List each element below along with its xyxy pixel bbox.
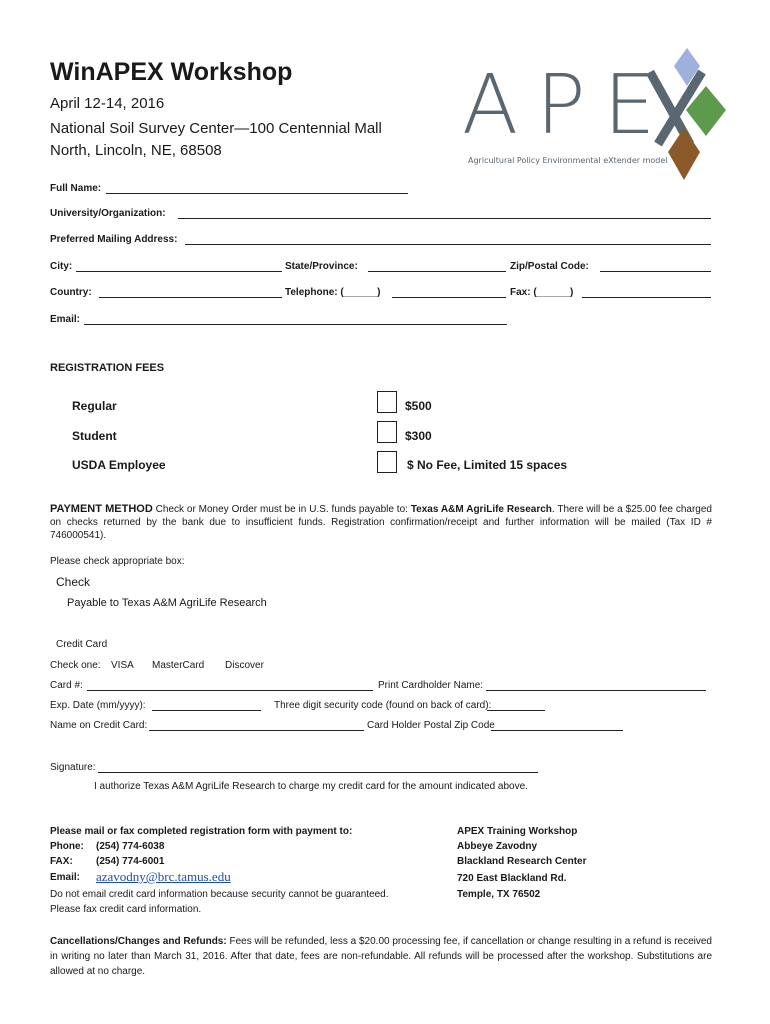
- fax-number-label: FAX:: [50, 856, 73, 867]
- check-payable-note: Payable to Texas A&M AgriLife Research: [67, 597, 267, 609]
- card-number-field[interactable]: [87, 690, 373, 691]
- check-one-label: Check one:: [50, 660, 101, 671]
- telephone-field[interactable]: [392, 297, 506, 298]
- address-line-1: APEX Training Workshop: [457, 826, 578, 837]
- country-field[interactable]: [99, 297, 282, 298]
- city-field[interactable]: [76, 271, 282, 272]
- fee-label-usda: USDA Employee: [72, 458, 166, 472]
- fax-label: Fax: (______): [510, 287, 574, 298]
- mailing-address-field[interactable]: [185, 244, 711, 245]
- email-label: Email:: [50, 314, 81, 325]
- cardholder-name-label: Print Cardholder Name:: [378, 680, 484, 691]
- apex-logo: [460, 44, 730, 184]
- workshop-date: April 12-14, 2016: [50, 95, 165, 112]
- visa-option[interactable]: VISA: [111, 660, 134, 671]
- check-option[interactable]: Check: [56, 575, 91, 589]
- page-title: WinAPEX Workshop: [50, 58, 293, 86]
- fee-price-student: $300: [405, 429, 432, 443]
- city-label: City:: [50, 261, 73, 272]
- payment-method-heading: PAYMENT METHOD: [50, 503, 153, 515]
- state-field[interactable]: [368, 271, 506, 272]
- fax-field[interactable]: [582, 297, 711, 298]
- zip-field[interactable]: [600, 271, 711, 272]
- address-line-2: Abbeye Zavodny: [457, 841, 538, 852]
- postal-zip-label: Card Holder Postal Zip Code: [367, 720, 495, 731]
- contact-email-label: Email:: [50, 872, 81, 883]
- address-line-4: 720 East Blackland Rd.: [457, 873, 567, 884]
- postal-zip-field[interactable]: [491, 730, 623, 731]
- email-warning: Do not email credit card information because security cannot be guaranteed.: [50, 889, 389, 900]
- address-line-3: Blackland Research Center: [457, 856, 587, 867]
- cancellation-text: Fees will be refunded, less a $20.00 processing fee, if cancellation or change resulting in a refund is received in writing no later than March 31, 2016. After that date, fees are non-refundable. All refunds will be processed after the workshop. Substitutions are allowed at no charge.: [50, 936, 712, 977]
- cardholder-name-field[interactable]: [486, 690, 706, 691]
- exp-date-field[interactable]: [152, 710, 261, 711]
- name-on-card-field[interactable]: [149, 730, 364, 731]
- university-label: University/Organization:: [50, 208, 166, 219]
- workshop-venue: National Soil Survey Center—100 Centennial Mall: [50, 120, 382, 137]
- cancellation-paragraph: [50, 934, 712, 979]
- fax-number: (254) 774-6001: [96, 856, 165, 867]
- workshop-city: North, Lincoln, NE, 68508: [50, 142, 222, 159]
- fax-instruction: Please fax credit card information.: [50, 904, 202, 915]
- name-on-card-label: Name on Credit Card:: [50, 720, 148, 731]
- signature-field[interactable]: [98, 772, 538, 773]
- fee-label-regular: Regular: [72, 399, 117, 413]
- credit-card-option[interactable]: Credit Card: [56, 639, 108, 650]
- phone-number: (254) 774-6038: [96, 841, 165, 852]
- state-label: State/Province:: [285, 261, 358, 272]
- zip-label: Zip/Postal Code:: [510, 261, 589, 272]
- fee-checkbox-regular[interactable]: [377, 391, 397, 413]
- country-label: Country:: [50, 287, 92, 298]
- discover-option[interactable]: Discover: [225, 660, 264, 671]
- university-field[interactable]: [178, 218, 711, 219]
- mastercard-option[interactable]: MasterCard: [152, 660, 205, 671]
- authorization-statement: I authorize Texas A&M AgriLife Research to charge my credit card for the amount indicated above.: [94, 781, 528, 792]
- fee-checkbox-usda[interactable]: [377, 451, 397, 473]
- payment-text-1: Check or Money Order must be in U.S. funds payable to:: [155, 504, 408, 515]
- exp-date-label: Exp. Date (mm/yyyy):: [50, 700, 146, 711]
- cancellation-heading: Cancellations/Changes and Refunds:: [50, 936, 227, 947]
- logo-tagline: Agricultural Policy Environmental eXtender model: [468, 156, 668, 165]
- address-line-5: Temple, TX 76502: [457, 889, 541, 900]
- fee-label-student: Student: [72, 429, 117, 443]
- payee-name: Texas A&M AgriLife Research: [410, 504, 552, 515]
- email-field[interactable]: [84, 324, 507, 325]
- security-code-label: Three digit security code (found on back of card):: [274, 700, 492, 711]
- fee-price-usda: $ No Fee, Limited 15 spaces: [407, 458, 568, 472]
- card-number-label: Card #:: [50, 680, 83, 691]
- registration-fees-heading: REGISTRATION FEES: [50, 362, 165, 374]
- fee-checkbox-student[interactable]: [377, 421, 397, 443]
- payment-method-paragraph: [50, 503, 712, 542]
- fee-price-regular: $500: [405, 399, 432, 413]
- check-box-instruction: Please check appropriate box:: [50, 556, 185, 567]
- mailing-address-label: Preferred Mailing Address:: [50, 234, 178, 245]
- full-name-field[interactable]: [106, 193, 408, 194]
- phone-label: Phone:: [50, 841, 84, 852]
- contact-email-link[interactable]: azavodny@brc.tamus.edu: [96, 869, 231, 884]
- mail-instruction: Please mail or fax completed registration form with payment to:: [50, 826, 353, 837]
- full-name-label: Full Name:: [50, 183, 102, 194]
- security-code-field[interactable]: [487, 710, 545, 711]
- telephone-label: Telephone: (______): [285, 287, 381, 298]
- signature-label: Signature:: [50, 762, 96, 773]
- logo-letters: APE: [462, 58, 674, 153]
- payment-text-2: . There will be a $25.00 fee charged on checks returned by the bank due to insufficient funds. Registration confirmation/receipt and further information will be mailed (Tax ID # 746000541).: [50, 504, 712, 541]
